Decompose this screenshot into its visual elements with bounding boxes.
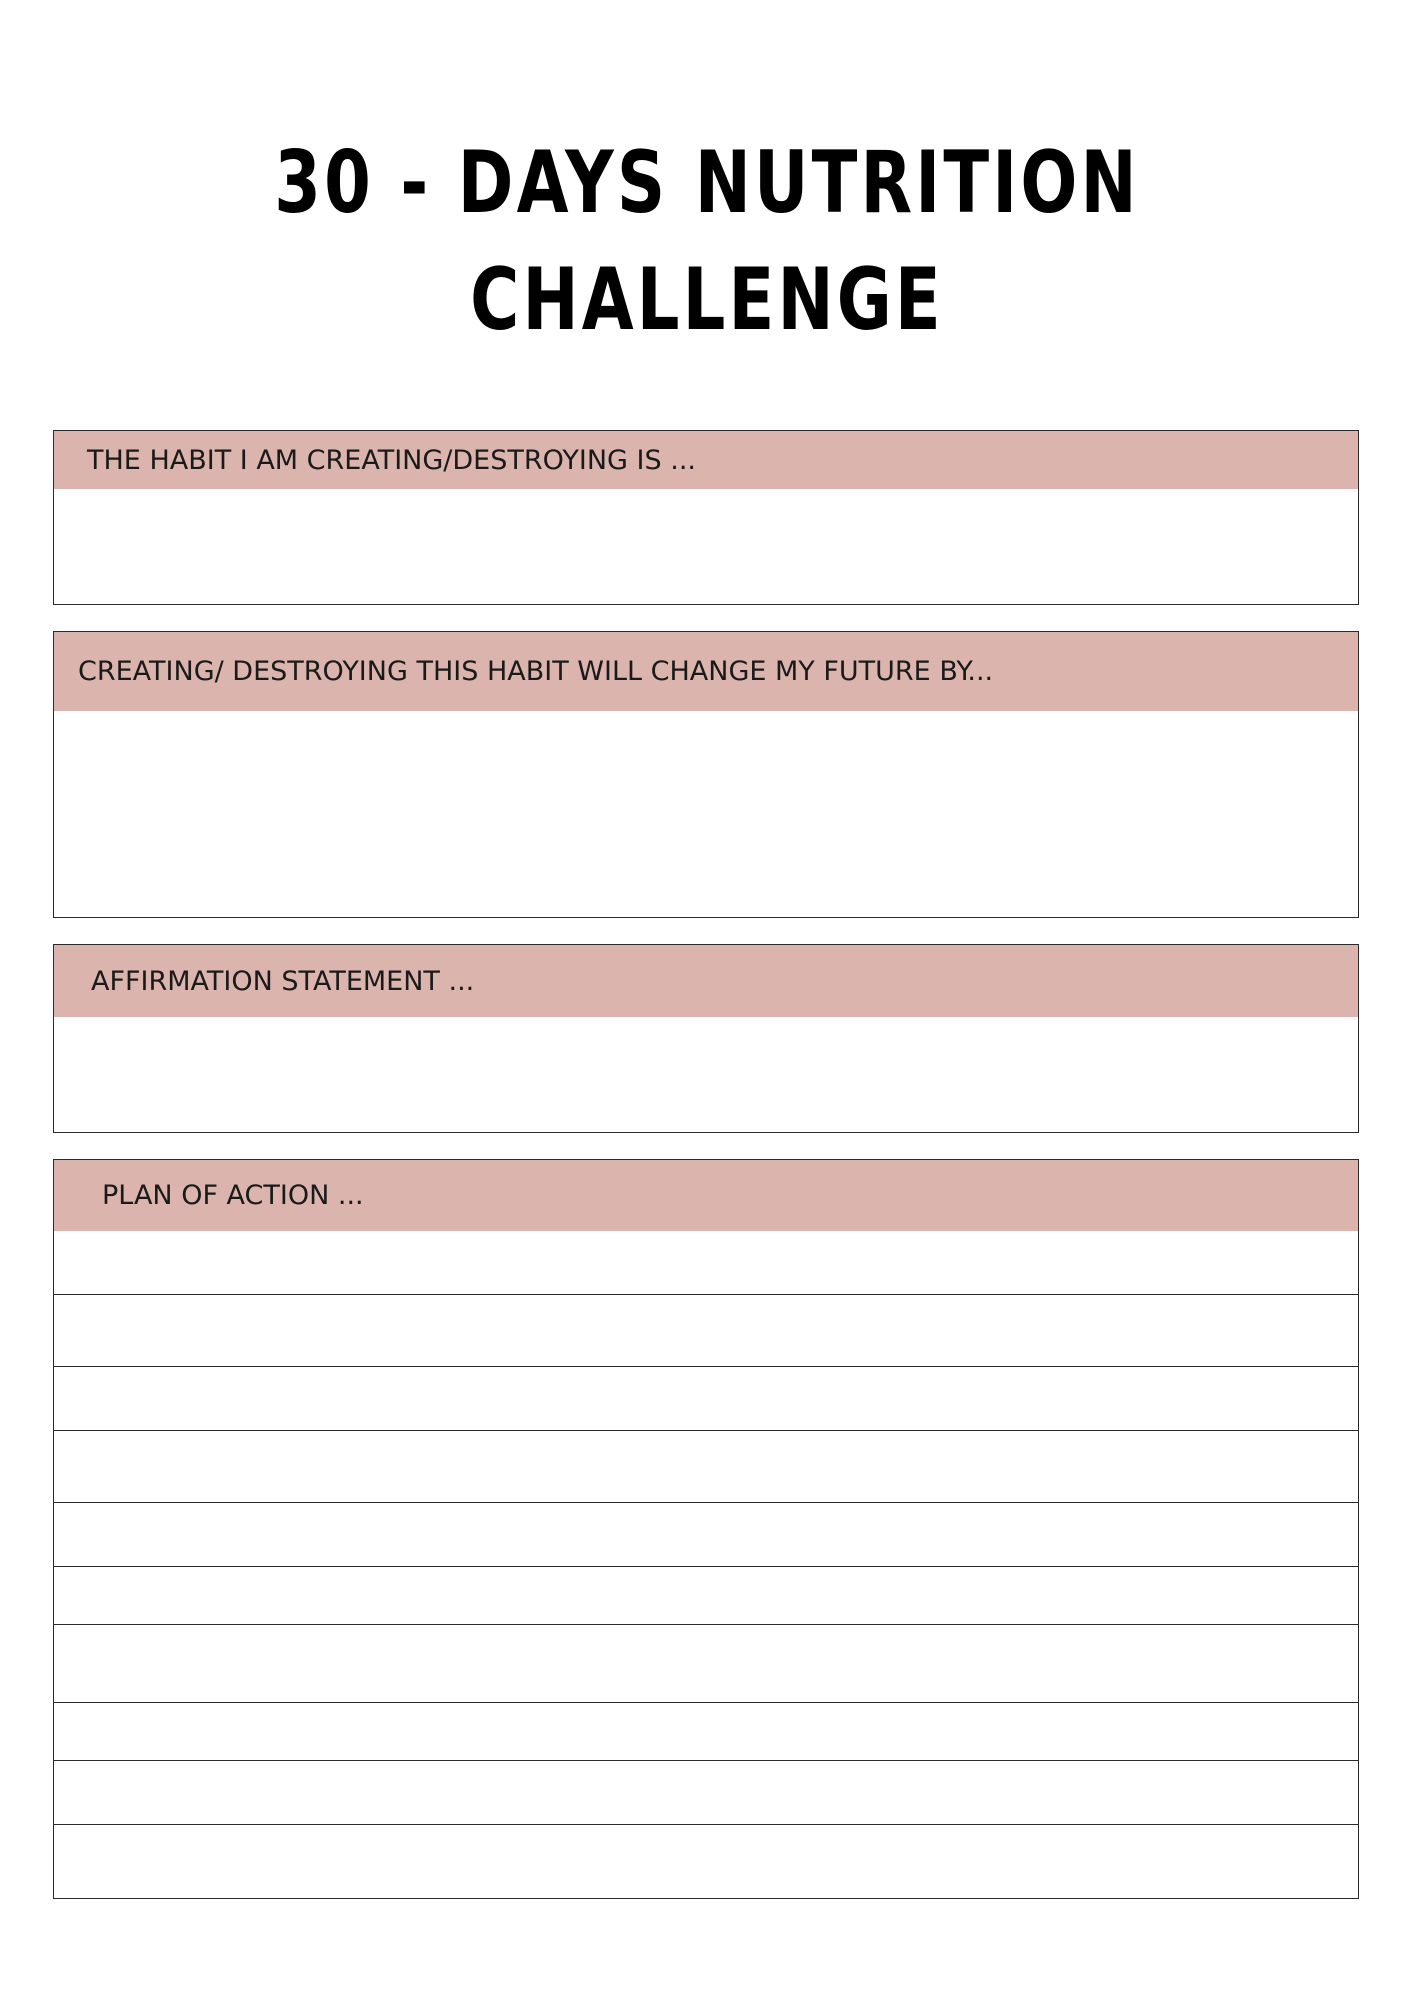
plan-of-action-lines xyxy=(54,1231,1358,1897)
plan-line-8[interactable] xyxy=(54,1760,1358,1761)
future-section xyxy=(53,631,1359,918)
plan-line-7[interactable] xyxy=(54,1702,1358,1703)
habit-section-header xyxy=(54,431,1358,489)
page-title-line-1: 30 - DAYS NUTRITION xyxy=(274,133,1140,233)
future-section-label: CREATING/ DESTROYING THIS HABIT WILL CHANGE MY FUTURE BY... xyxy=(78,656,994,687)
plan-of-action-header xyxy=(54,1160,1358,1231)
plan-line-5[interactable] xyxy=(54,1566,1358,1567)
plan-line-3[interactable] xyxy=(54,1430,1358,1431)
plan-of-action-section xyxy=(53,1159,1359,1899)
plan-line-4[interactable] xyxy=(54,1502,1358,1503)
habit-section-label: THE HABIT I AM CREATING/DESTROYING IS ... xyxy=(87,444,696,476)
habit-section xyxy=(53,430,1359,605)
plan-line-1[interactable] xyxy=(54,1294,1358,1295)
plan-line-2[interactable] xyxy=(54,1366,1358,1367)
plan-line-6[interactable] xyxy=(54,1624,1358,1625)
future-section-header xyxy=(54,632,1358,711)
plan-of-action-label: PLAN OF ACTION ... xyxy=(102,1180,364,1211)
affirmation-section-label: AFFIRMATION STATEMENT ... xyxy=(91,965,475,997)
plan-line-9[interactable] xyxy=(54,1824,1358,1825)
affirmation-section-header xyxy=(54,945,1358,1017)
affirmation-section xyxy=(53,944,1359,1133)
page-title-line-2: CHALLENGE xyxy=(470,250,944,350)
